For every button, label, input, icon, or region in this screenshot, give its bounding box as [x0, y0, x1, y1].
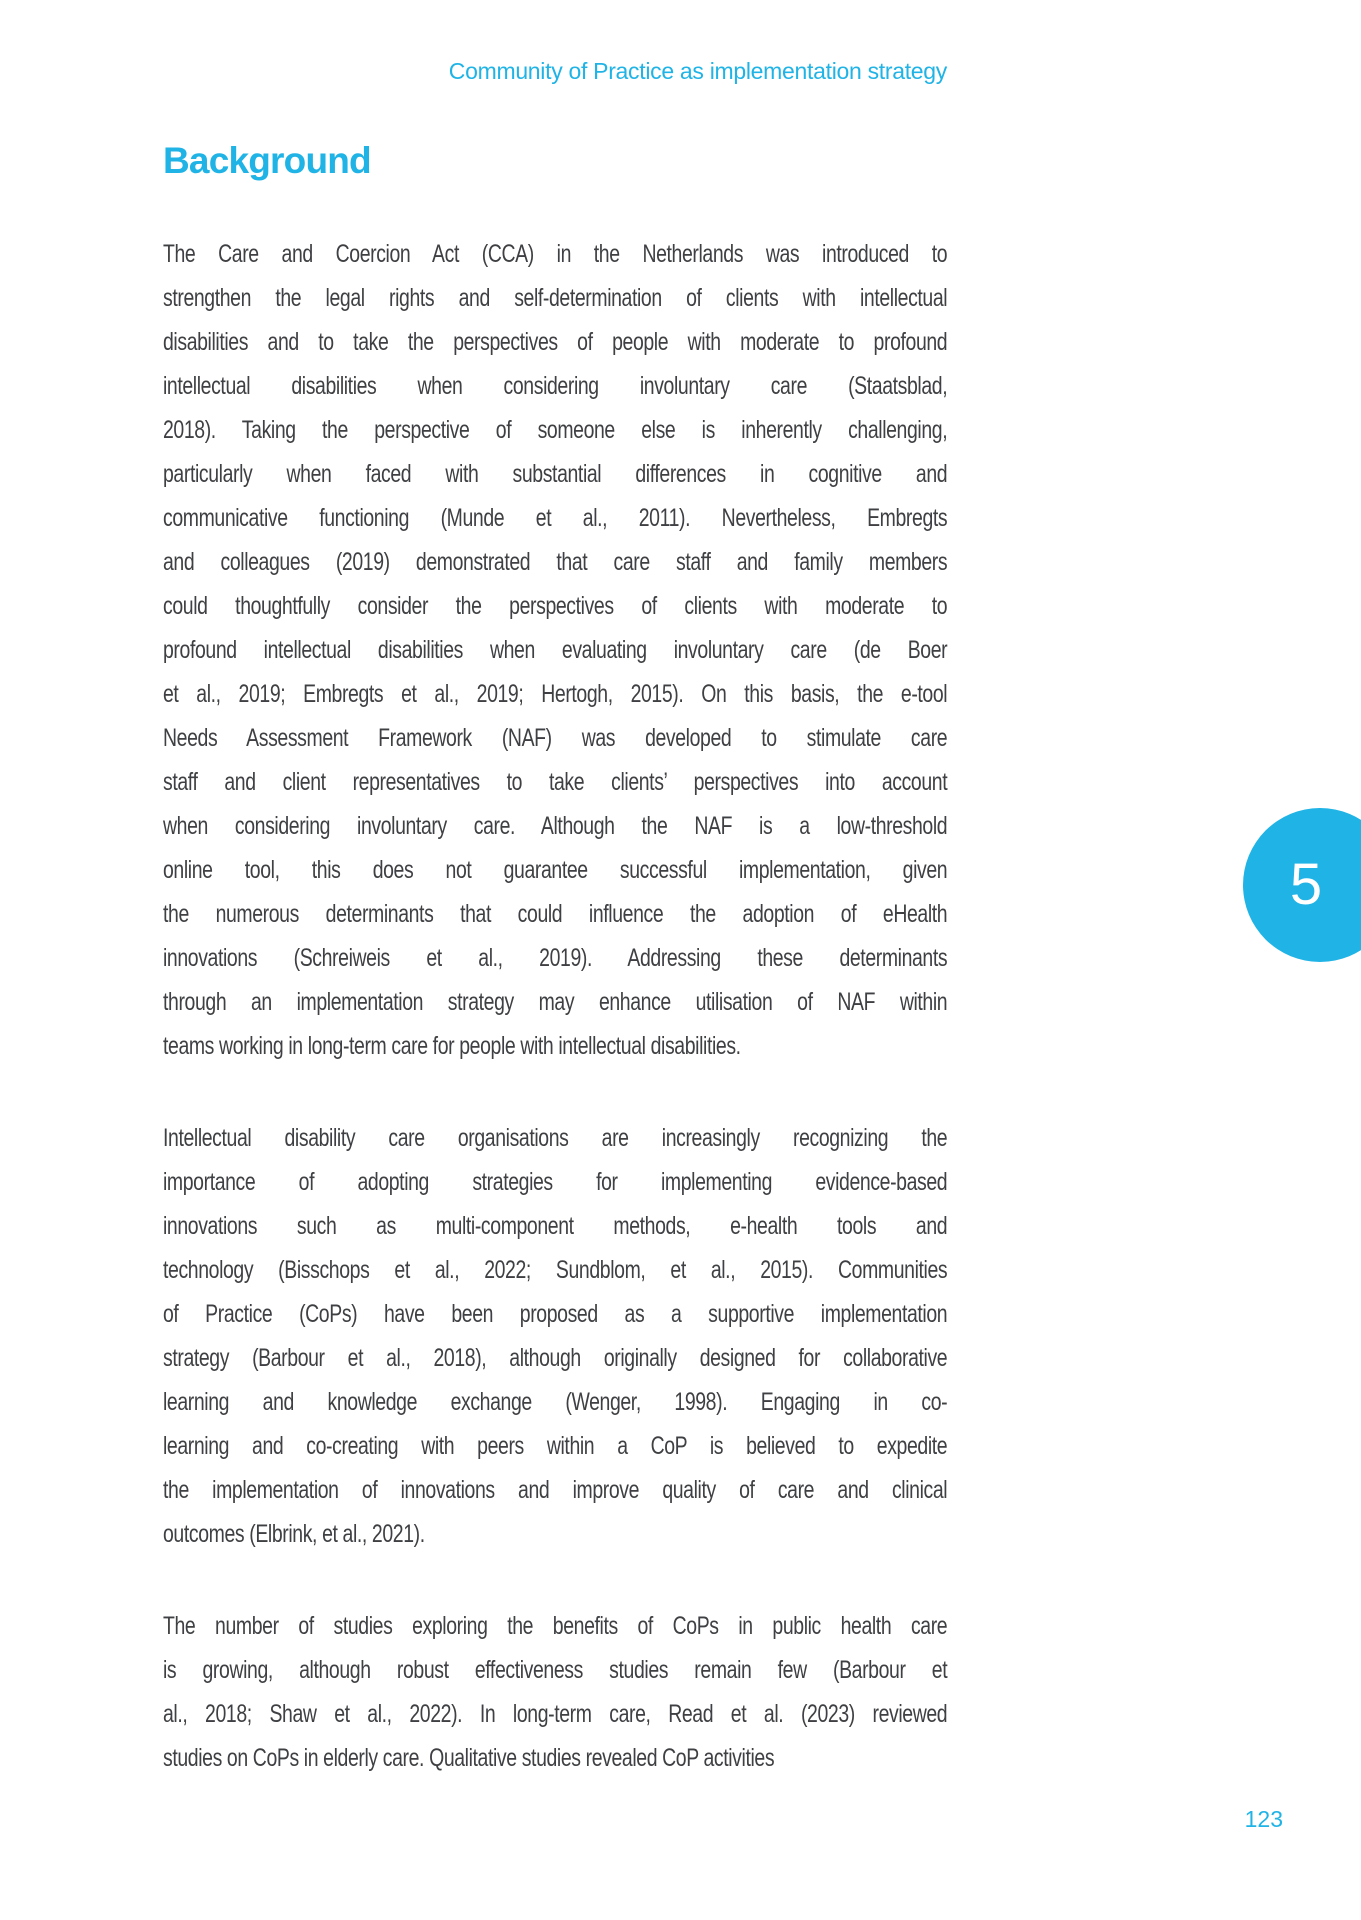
text-line: Intellectual disability care organisations are increasingly recognizing the [163, 1124, 948, 1152]
body-text [163, 232, 947, 1780]
running-header: Community of Practice as implementation strategy [448, 58, 947, 84]
text-line: et al., 2019; Embregts et al., 2019; Hertogh, 2015). On this basis, the e-tool [163, 680, 948, 708]
paragraph [163, 1604, 947, 1780]
text-line: is growing, although robust effectiveness studies remain few (Barbour et [163, 1656, 948, 1684]
text-line: Needs Assessment Framework (NAF) was developed to stimulate care [163, 724, 948, 752]
text-line: teams working in long-term care for people with intellectual disabilities. [163, 1032, 741, 1060]
page-number: 123 [1244, 1806, 1283, 1832]
text-line: innovations (Schreiweis et al., 2019). Addressing these determinants [163, 944, 948, 972]
text-line: intellectual disabilities when considering involuntary care (Staatsblad, [163, 372, 948, 400]
text-line: staff and client representatives to take clients’ perspectives into account [163, 768, 948, 796]
text-line: 2018). Taking the perspective of someone else is inherently challenging, [163, 416, 948, 444]
text-line: the numerous determinants that could influence the adoption of eHealth [163, 900, 948, 928]
paragraph [163, 232, 947, 1068]
text-line: through an implementation strategy may enhance utilisation of NAF within [163, 988, 948, 1016]
chapter-number: 5 [1289, 852, 1323, 917]
text-line: disabilities and to take the perspectives of people with moderate to profound [163, 328, 948, 356]
text-line: importance of adopting strategies for implementing evidence-based [163, 1168, 948, 1196]
text-line: innovations such as multi-component methods, e-health tools and [163, 1212, 948, 1240]
text-line: could thoughtfully consider the perspectives of clients with moderate to [163, 592, 948, 620]
text-line: particularly when faced with substantial differences in cognitive and [163, 460, 948, 488]
text-line: of Practice (CoPs) have been proposed as a supportive implementation [163, 1300, 948, 1328]
text-line: learning and co-creating with peers within a CoP is believed to expedite [163, 1432, 948, 1460]
text-line: al., 2018; Shaw et al., 2022). In long-term care, Read et al. (2023) reviewed [163, 1700, 948, 1728]
chapter-tab [1243, 808, 1361, 962]
text-line: strengthen the legal rights and self-determination of clients with intellectual [163, 284, 948, 312]
text-line: communicative functioning (Munde et al., 2011). Nevertheless, Embregts [163, 504, 948, 532]
text-line: when considering involuntary care. Although the NAF is a low-threshold [163, 812, 948, 840]
text-line: online tool, this does not guarantee successful implementation, given [163, 856, 948, 884]
text-line: strategy (Barbour et al., 2018), although originally designed for collaborative [163, 1344, 948, 1372]
text-line: profound intellectual disabilities when evaluating involuntary care (de Boer [163, 636, 948, 664]
text-line: studies on CoPs in elderly care. Qualitative studies revealed CoP activities [163, 1744, 775, 1772]
paragraph [163, 1116, 947, 1556]
text-line: The Care and Coercion Act (CCA) in the Netherlands was introduced to [163, 240, 948, 268]
text-line: outcomes (Elbrink, et al., 2021). [163, 1520, 425, 1548]
text-line: and colleagues (2019) demonstrated that care staff and family members [163, 548, 948, 576]
section-heading: Background [163, 140, 371, 181]
text-line: technology (Bisschops et al., 2022; Sundblom, et al., 2015). Communities [163, 1256, 948, 1284]
text-line: learning and knowledge exchange (Wenger, 1998). Engaging in co- [163, 1388, 948, 1416]
text-line: the implementation of innovations and improve quality of care and clinical [163, 1476, 948, 1504]
text-line: The number of studies exploring the benefits of CoPs in public health care [163, 1612, 948, 1640]
